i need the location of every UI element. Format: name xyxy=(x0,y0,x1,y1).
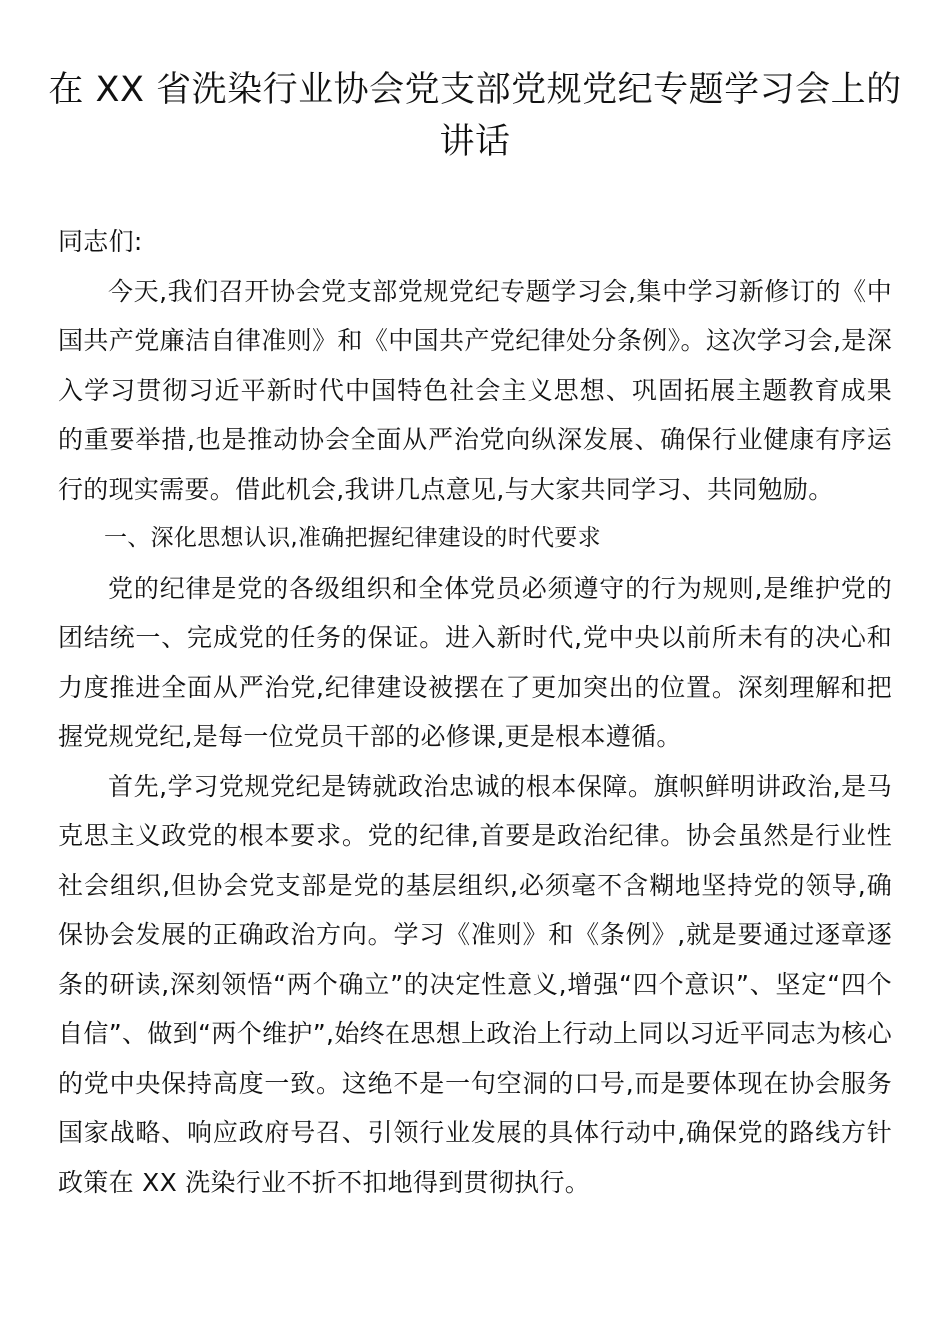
salutation: 同志们: xyxy=(58,227,143,256)
document-title: 在 XX 省洗染行业协会党支部党规党纪专题学习会上的讲话 xyxy=(48,70,902,162)
paragraph-intro: 今天,我们召开协会党支部党规党纪专题学习会,集中学习新修订的《中国共产党廉洁自律准则》和《中国共产党纪律处分条例》。这次学习会,是深入学习贯彻习近平新时代中国特色社会主义思想、巩固拓展主题教育成果的重要举措,也是推动协会全面从严治党向纵深发展、确保行业健康有序运行的现实需要。借此机会,我讲几点意见,与大家共同学习、共同勉励。 xyxy=(58,276,892,504)
paragraph-discipline: 党的纪律是党的各级组织和全体党员必须遵守的行为规则,是维护党的团结统一、完成党的任务的保证。进入新时代,党中央以前所未有的决心和力度推进全面从严治党,纪律建设被摆在了更加突出的位置。深刻理解和把握党规党纪,是每一位党员干部的必修课,更是根本遵循。 xyxy=(58,573,892,751)
paragraph-political-loyalty: 首先,学习党规党纪是铸就政治忠诚的根本保障。旗帜鲜明讲政治,是马克思主义政党的根本要求。党的纪律,首要是政治纪律。协会虽然是行业性社会组织,但协会党支部是党的基层组织,必须毫不含糊地坚持党的领导,确保协会发展的正确政治方向。学习《准则》和《条例》,就是要通过逐章逐条的研读,深刻领悟“两个确立”的决定性意义,增强“四个意识”、坚定“四个自信”、做到“两个维护”,始终在思想上政治上行动上同以习近平同志为核心的党中央保持高度一致。这绝不是一句空洞的口号,而是要体现在协会服务国家战略、响应政府号召、引领行业发展的具体行动中,确保党的路线方针政策在 XX 洗染行业不折不扣地得到贯彻执行。 xyxy=(58,771,892,1197)
section-heading-1: 一、深化思想认识,准确把握纪律建设的时代要求 xyxy=(104,525,601,551)
document-body xyxy=(58,217,892,1207)
